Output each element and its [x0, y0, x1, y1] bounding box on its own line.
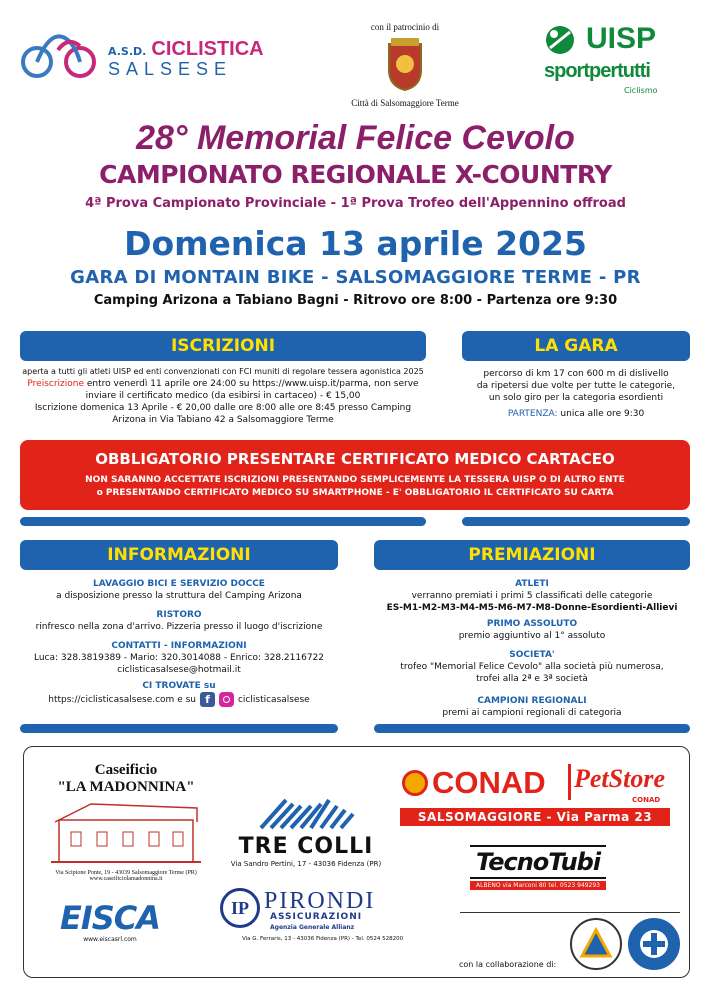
- start-text: unica alle ore 9:30: [557, 409, 645, 419]
- mandatory-box: [20, 440, 690, 510]
- info-t3: Luca: 328.3819389 - Mario: 320.3014088 - Enrico: 328.2116722: [33, 653, 325, 663]
- social-line: [20, 692, 338, 707]
- start-label: PARTENZA:: [507, 409, 558, 419]
- iscrizioni-line2: [20, 378, 426, 390]
- premi-t3b: trofei alla 2ª e 3ª società: [476, 674, 588, 684]
- trecolli-sponsor: [226, 780, 386, 868]
- uisp-sub2: Ciclismo: [624, 86, 658, 95]
- pirondi-logo-icon: IP: [220, 888, 260, 928]
- trecolli-name: TRE COLLI: [238, 834, 374, 859]
- gara-line2: da ripetersi due volte per tutte le categorie,: [476, 381, 676, 391]
- collab-label: con la collaborazione di:: [459, 960, 557, 969]
- tecnotubi-name: TecnoTubi: [470, 845, 606, 879]
- premi-h2: PRIMO ASSOLUTO: [486, 619, 578, 629]
- main-title: 28° Memorial Felice Cevolo: [136, 119, 575, 157]
- uisp-text: UISP: [586, 22, 657, 55]
- patronage: [335, 22, 475, 108]
- iscrizioni-line4: Iscrizione domenica 13 Aprile - € 20,00 dalle ore 8:00 alle ore 8:45 presso Camping: [34, 403, 412, 413]
- pirondi-name: PIRONDI: [264, 888, 376, 914]
- patronage-label: con il patrocinio di: [370, 22, 440, 32]
- premi-t4: premi ai campioni regionali di categoria: [442, 708, 622, 718]
- info-h1: LAVAGGIO BICI E SERVIZIO DOCCE: [93, 579, 265, 589]
- caseificio-sponsor: [36, 762, 216, 882]
- pirondi-sub: ASSICURAZIONI: [270, 912, 363, 922]
- premi-h1: ATLETI: [515, 579, 549, 589]
- caseificio-website: www.caseificiolamadonnina.it: [89, 876, 163, 882]
- info-email: ciclisticasalsese@hotmail.it: [117, 665, 241, 675]
- club-name-sub: SALSESE: [108, 59, 233, 79]
- info-t2: rinfresco nella zona d'arrivo. Pizzeria presso il luogo d'iscrizione: [35, 622, 323, 632]
- premi-t2: premio aggiuntivo al 1° assoluto: [458, 631, 606, 641]
- trecolli-address: Via Sandro Pertini, 17 - 43036 Fidenza (PR): [230, 860, 382, 868]
- preiscrizione-text: entro venerdì 11 aprile ore 24:00 su https://www.uisp.it/parma, non serve: [84, 379, 419, 389]
- iscrizioni-line3: inviare il certificato medico (da esibirsi in cartaceo) - € 15,00: [85, 391, 361, 401]
- eisca-sponsor: [50, 900, 170, 943]
- premi-h3: SOCIETA': [509, 650, 555, 660]
- iscrizioni-header: ISCRIZIONI: [20, 331, 426, 361]
- premi-header: PREMIAZIONI: [374, 540, 690, 570]
- mandatory-title: OBBLIGATORIO PRESENTARE CERTIFICATO MEDICO CARTACEO: [95, 450, 615, 468]
- race-title: GARA DI MONTAIN BIKE - SALSOMAGGIORE TERME - PR: [70, 267, 641, 288]
- city-crest-icon: [385, 36, 425, 92]
- preiscrizione-label: Preiscrizione: [27, 379, 85, 389]
- caseificio-address: Via Scipione Ponte, 19 - 43039 Salsomaggiore Terme (PR): [55, 870, 197, 876]
- info-h4: CI TROVATE su: [142, 681, 216, 691]
- city-label: Città di Salsomaggiore Terme: [351, 98, 459, 108]
- club-name-main: CICLISTICA: [151, 38, 264, 60]
- club-logo: [20, 26, 100, 82]
- petstore-name: PetStore: [574, 764, 665, 793]
- gara-line3: un solo giro per la categoria esordienti: [488, 393, 664, 403]
- caseificio-name2: "LA MADONNINA": [57, 779, 195, 795]
- social-handle[interactable]: ciclisticasalsese: [237, 694, 310, 705]
- gara-line1: percorso di km 17 con 600 m di dislivello: [483, 369, 669, 379]
- premi-h4: CAMPIONI REGIONALI: [477, 696, 587, 706]
- info-header: INFORMAZIONI: [20, 540, 338, 570]
- protezione-civile-icon: [570, 918, 622, 970]
- info-body: [20, 578, 338, 707]
- divider-right: [462, 517, 690, 526]
- pirondi-sponsor: [218, 886, 404, 950]
- uisp-figure-icon: [540, 22, 584, 58]
- conad-small: CONAD: [632, 796, 661, 804]
- website-link[interactable]: https://ciclisticasalsese.com e su: [48, 694, 196, 705]
- conad-sponsor: [400, 760, 680, 830]
- conad-location: SALSOMAGGIORE - Via Parma 23: [400, 808, 670, 826]
- date-title: Domenica 13 aprile 2025: [124, 224, 587, 263]
- collab-divider: [460, 912, 680, 913]
- premi-t3: trofeo "Memorial Felice Cevolo" alla società più numerosa,: [400, 662, 664, 672]
- pirondi-allianz: Agenzia Generale Allianz: [270, 924, 355, 931]
- uisp-logo: [540, 22, 700, 104]
- info-h2: RISTORO: [156, 610, 202, 620]
- mandatory-line2: o PRESENTANDO CERTIFICATO MEDICO SU SMARTPHONE - E' OBBLIGATORIO IL CERTIFICATO SU CARTA: [96, 488, 614, 498]
- tecnotubi-address: ALBENO via Marconi 80 tel. 0523 949293: [470, 881, 606, 890]
- uisp-sub: sportpertutti: [544, 60, 650, 82]
- premi-body: [374, 578, 690, 719]
- info-h3: CONTATTI - INFORMAZIONI: [111, 641, 247, 651]
- meeting-line: Camping Arizona a Tabiano Bagni - Ritrovo ore 8:00 - Partenza ore 9:30: [93, 293, 618, 308]
- iscrizioni-line5: Arizona in Via Tabiano 42 a Salsomaggiore Terme: [112, 415, 334, 425]
- bicycle-logo-icon: [20, 26, 100, 82]
- eisca-name: EISCA: [59, 899, 161, 937]
- conad-flower-icon: [402, 770, 428, 796]
- series-line: 4ª Prova Campionato Provinciale - 1ª Prova Trofeo dell'Appennino offroad: [85, 196, 626, 211]
- gara-start: [462, 408, 690, 420]
- trecolli-mountains-icon: [241, 780, 371, 830]
- info-bottom-bar: [20, 724, 338, 733]
- pirondi-address: Via G. Ferraris, 13 - 43036 Fidenza (PR) - Tel. 0524 528200: [242, 936, 404, 942]
- premi-t1: verranno premiati i primi 5 classificati delle categorie: [411, 591, 653, 601]
- info-t1: a disposizione presso la struttura del Camping Arizona: [56, 591, 302, 601]
- instagram-icon[interactable]: [219, 692, 234, 707]
- conad-name: CONAD: [432, 765, 546, 800]
- caseificio-building-icon: [51, 800, 201, 866]
- mandatory-line1: NON SARANNO ACCETTATE ISCRIZIONI PRESENTANDO SEMPLICEMENTE LA TESSERA UISP O DI ALTRO ENTE: [85, 475, 625, 485]
- pubblica-assistenza-icon: [628, 918, 680, 970]
- facebook-icon[interactable]: f: [200, 692, 215, 707]
- gara-header: LA GARA: [462, 331, 690, 361]
- subtitle: CAMPIONATO REGIONALE X-COUNTRY: [99, 160, 612, 189]
- iscrizioni-line1: aperta a tutti gli atleti UISP ed enti convenzionati con FCI muniti di regolare tessera agonistica 2025: [22, 367, 424, 376]
- iscrizioni-body: [20, 366, 426, 426]
- club-prefix: A.S.D.: [108, 45, 147, 58]
- gara-body: [462, 368, 690, 420]
- eisca-url: www.eiscasrl.com: [83, 936, 137, 943]
- premi-t1b: ES-M1-M2-M3-M4-M5-M6-M7-M8-Donne-Esordienti-Allievi: [386, 603, 678, 613]
- premi-bottom-bar: [374, 724, 690, 733]
- divider-left: [20, 517, 426, 526]
- caseificio-name1: Caseificio: [94, 762, 158, 778]
- club-name: [108, 38, 298, 80]
- tecnotubi-sponsor: [470, 845, 606, 890]
